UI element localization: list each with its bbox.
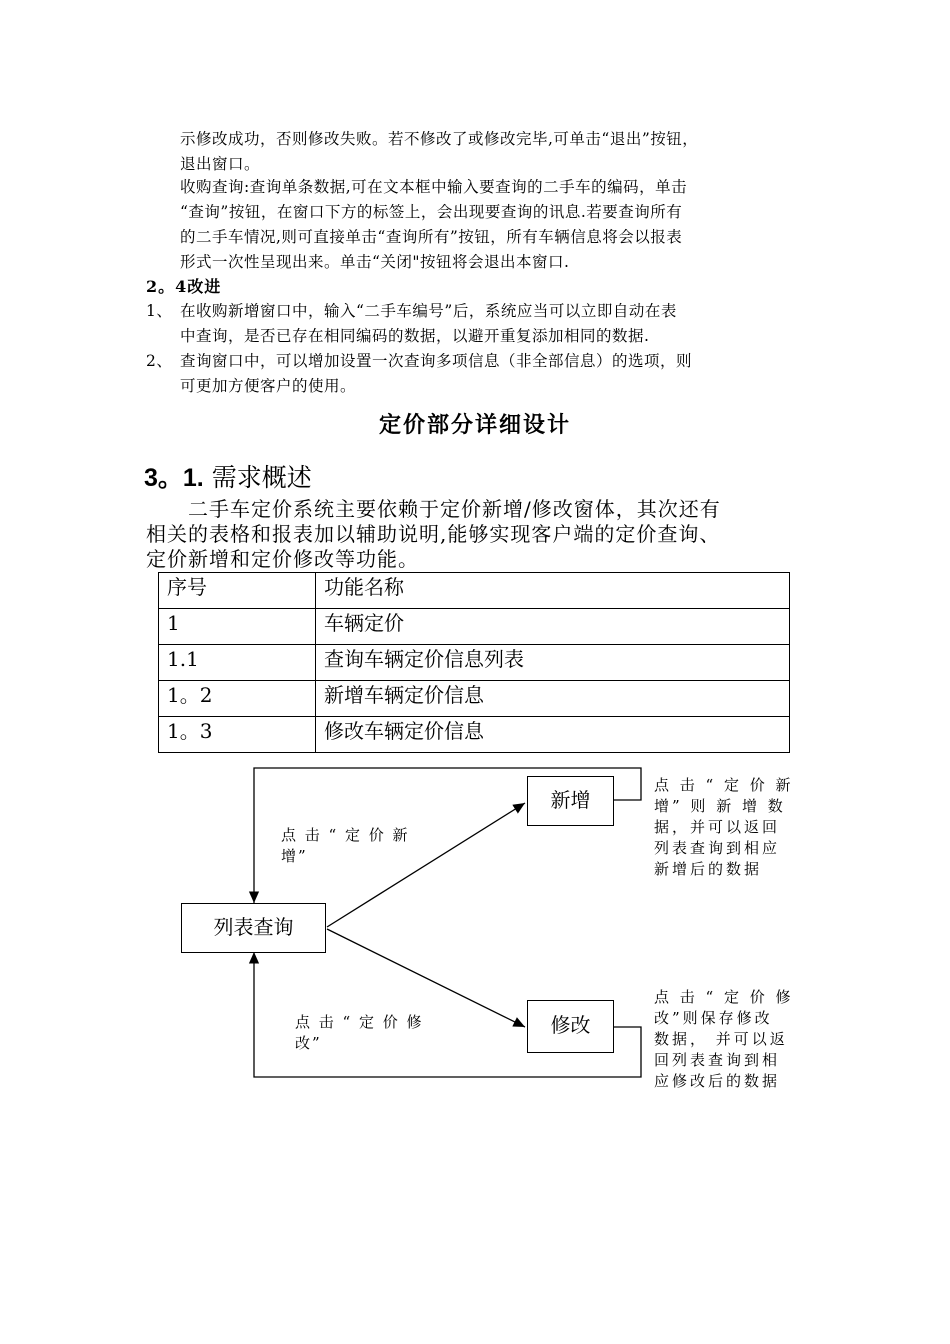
label-click-add [281, 825, 410, 867]
text-line: 相关的表格和报表加以辅助说明,能够实现客户端的定价查询、 [146, 522, 721, 546]
table-cell: 车辆定价 [316, 609, 790, 645]
table-header-cell: 序号 [159, 573, 316, 609]
table-header-cell: 功能名称 [316, 573, 790, 609]
text-line: 增” 则 新 增 数 [654, 797, 786, 815]
chapter-title: 定价部分详细设计 [378, 412, 571, 438]
list-number: 2、 [146, 352, 173, 370]
text-line: 形式一次性呈现出来。单击“关闭"按钮将会退出本窗口. [180, 253, 570, 271]
note-edit [654, 987, 794, 1092]
label-click-edit [295, 1012, 424, 1054]
text-line: 改” [295, 1034, 322, 1052]
add-box: 新增 [527, 776, 614, 826]
table-cell: 查询车辆定价信息列表 [316, 645, 790, 681]
text-line: 据，并可以返回 [654, 818, 781, 836]
text-line: 二手车定价系统主要依赖于定价新增/修改窗体，其次还有 [146, 497, 721, 521]
table-cell: 1。2 [159, 681, 316, 717]
table-cell: 修改车辆定价信息 [316, 717, 790, 753]
table-cell: 1.1 [159, 645, 316, 681]
text-line: 查询窗口中，可以增加设置一次查询多项信息（非全部信息）的选项，则 [180, 352, 693, 370]
text-line: 可更加方便客户的使用。 [180, 377, 357, 395]
text-line: 新增后的数据 [654, 860, 763, 878]
section-title: 需求概述 [211, 463, 312, 492]
text-line: 点 击 “ 定 价 修 [654, 988, 794, 1006]
section-number: 3。1. [144, 464, 204, 492]
text-line: 数据， 并可以返 [654, 1030, 788, 1048]
text-line: 增” [281, 847, 308, 865]
table-cell: 新增车辆定价信息 [316, 681, 790, 717]
list-query-box: 列表查询 [181, 903, 326, 953]
text-line: 在收购新增窗口中，输入“二手车编号”后，系统应当可以立即自动在表 [180, 302, 677, 320]
text-line: 点 击 “ 定 价 新 [654, 776, 794, 794]
section-heading-2-4: 2。4改进 [146, 277, 222, 296]
text-line: 收购查询:查询单条数据,可在文本框中输入要查询的二手车的编码，单击 [180, 178, 688, 196]
table-cell: 1。3 [159, 717, 316, 753]
table-cell: 1 [159, 609, 316, 645]
text-line: 回列表查询到相 [654, 1051, 781, 1069]
list-number: 1、 [146, 302, 173, 320]
text-line: 点 击 “ 定 价 修 [295, 1013, 424, 1031]
text-line: 改”则保存修改 [654, 1009, 773, 1027]
text-line: 的二手车情况,则可直接单击“查询所有”按钮，所有车辆信息将会以报表 [180, 228, 683, 246]
edit-box: 修改 [527, 1000, 614, 1053]
text-line: 退出窗口。 [180, 155, 261, 173]
text-line: 示修改成功，否则修改失败。若不修改了或修改完毕,可单击“退出”按钮， [180, 130, 699, 148]
text-line: 应修改后的数据 [654, 1072, 781, 1090]
text-line: 中查询，是否已存在相同编码的数据，以避开重复添加相同的数据. [180, 327, 650, 345]
note-add [654, 775, 794, 880]
text-line: 点 击 “ 定 价 新 [281, 826, 410, 844]
text-line: 定价新增和定价修改等功能。 [146, 547, 419, 571]
text-line: “查询”按钮，在窗口下方的标签上，会出现要查询的讯息.若要查询所有 [180, 203, 683, 221]
text-line: 列表查询到相应 [654, 839, 781, 857]
